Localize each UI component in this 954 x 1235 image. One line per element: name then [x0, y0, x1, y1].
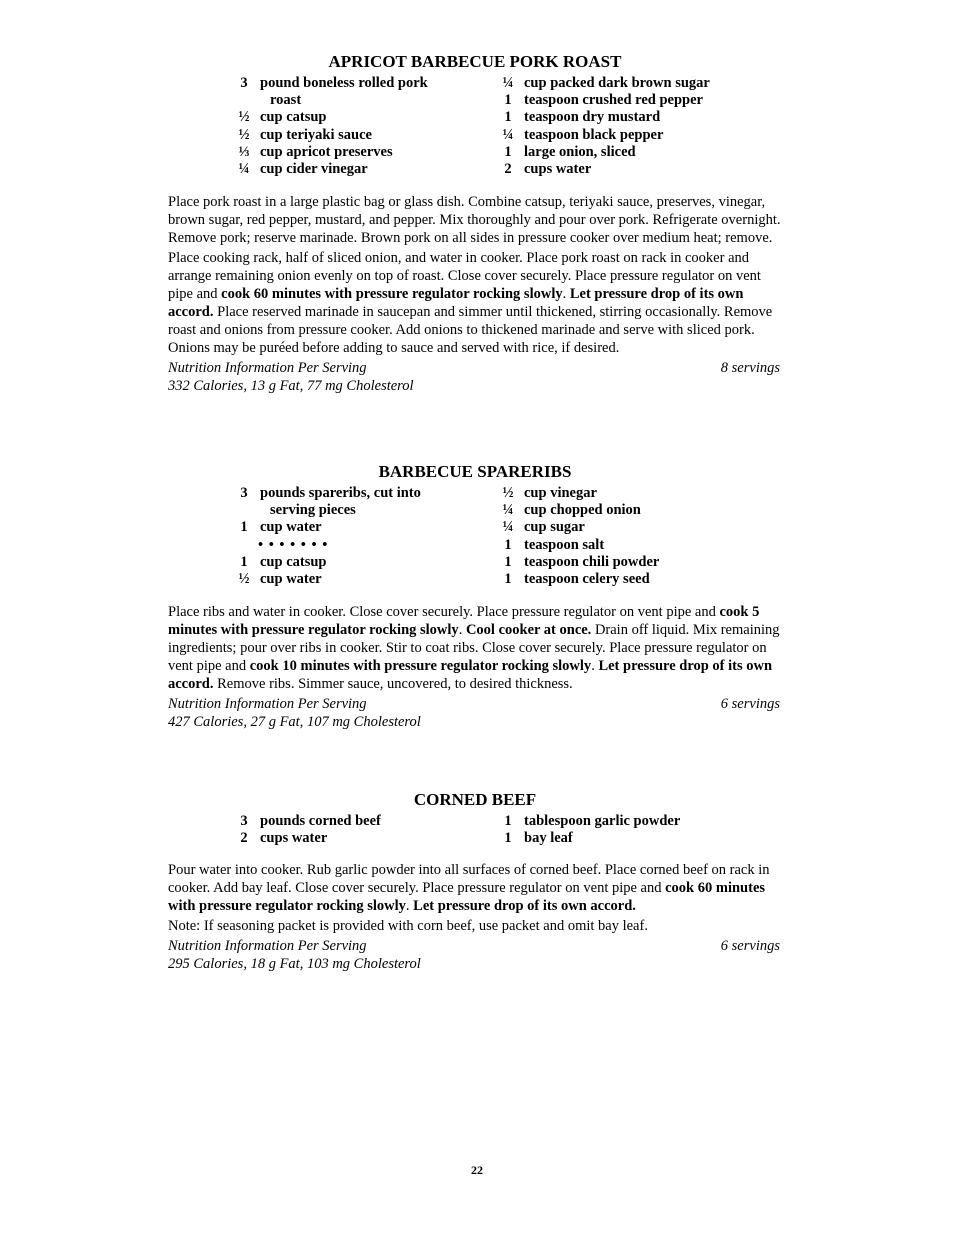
instruction-text: Place cooking rack, half of sliced onion, and water in cooker. Place pork roast on rack in cooker and arrange remaining onion evenly on top of roast. Close cover securely. Place pressure regulator on vent pipe and — [168, 250, 761, 302]
ingredient-name — [254, 75, 428, 109]
ingredient-name — [254, 144, 393, 161]
ingredient-name — [518, 519, 585, 536]
ingredient-quantity: 1 — [240, 553, 248, 570]
ingredient-item — [234, 161, 454, 178]
ingredient-item — [498, 813, 748, 830]
instruction-text: Place pork roast in a large plastic bag or glass dish. Combine catsup, teriyaki sauce, preserves, vinegar, brown sugar, red pepper, mustard, and pepper. Mix thoroughly and pour over pork. Refrigerate overnight. Remove pork; reserve marinade. Brown pork on all sides in pressure cooker over medium heat; remove. — [168, 194, 781, 246]
ingredient-quantity: ½ — [238, 126, 250, 143]
instruction-text: . — [591, 658, 599, 674]
nutrition-label: Nutrition Information Per Serving — [168, 696, 367, 712]
ingredient-item — [234, 109, 454, 126]
ingredient-name — [234, 537, 328, 554]
ingredient-text: pound boneless rolled pork — [260, 75, 428, 91]
ingredient-continuation: serving pieces — [270, 502, 356, 519]
ingredient-name — [254, 519, 322, 536]
ingredient-item — [498, 537, 748, 554]
recipe-title: APRICOT BARBECUE PORK ROAST — [328, 52, 622, 71]
ingredient-item — [498, 144, 748, 161]
ingredient-quantity: 1 — [504, 92, 512, 109]
ingredient-text: cups water — [524, 161, 592, 178]
ingredient-text: cup water — [260, 571, 322, 588]
ingredient-item — [498, 109, 748, 126]
direction-paragraph — [168, 193, 782, 247]
nutrition-info — [168, 359, 782, 395]
emphasized-instruction: Cool cooker at once. — [465, 622, 592, 638]
ingredient-item — [498, 554, 748, 571]
ingredients-left-column — [234, 75, 454, 178]
nutrition-label: Nutrition Information Per Serving — [168, 938, 367, 954]
ingredient-quantity: ¼ — [502, 75, 514, 91]
ingredient-quantity: 1 — [504, 571, 512, 588]
ingredient-text: cup catsup — [260, 109, 327, 126]
ingredient-quantity: 2 — [504, 161, 512, 178]
direction-paragraph — [168, 603, 782, 693]
ingredient-text: teaspoon salt — [524, 536, 605, 553]
ingredient-text: cup vinegar — [524, 485, 597, 501]
instruction-text: Pour water into cooker. Rub garlic powder into all surfaces of corned beef. Place corned beef on rack in cooker. Add bay leaf. Close cover securely. Place pressure regulator on vent pipe and — [168, 862, 770, 896]
ingredient-name — [518, 144, 636, 161]
instruction-text: Note: If seasoning packet is provided with corn beef, use packet and omit bay leaf. — [168, 918, 648, 934]
ingredient-name — [518, 75, 710, 92]
instruction-text: Place reserved marinade in saucepan and simmer until thickened, stirring occasionally. Remove roast and onions from pressure cooker. Add onions to thickened marinade and serve with sliced pork. Onions may be puréed before adding to sauce and served with rice, if desired. — [168, 304, 773, 356]
ingredient-name — [518, 537, 604, 554]
ingredient-name — [254, 830, 327, 847]
ingredient-name — [518, 571, 650, 588]
ingredient-name — [254, 485, 421, 519]
recipe-apricot-barbecue-pork-roast — [168, 52, 782, 395]
ingredient-text: cup cider vinegar — [260, 161, 368, 178]
ingredients-right-column — [498, 75, 748, 178]
directions — [168, 603, 782, 693]
ingredient-list — [168, 485, 782, 589]
servings: 8 servings — [720, 360, 780, 376]
emphasized-instruction: cook 60 minutes with pressure regulator rocking slowly — [221, 286, 563, 302]
ingredient-text: tablespoon garlic powder — [524, 813, 681, 829]
ingredient-item — [498, 830, 748, 847]
instruction-text: Drain off liquid. Mix remaining ingredients; pour over ribs in cooker. Stir to coat ribs. Close cover securely. Place pressure regulator on vent pipe and — [168, 622, 780, 674]
recipe-corned-beef — [168, 790, 782, 973]
nutrition-info — [168, 937, 782, 973]
ingredient-quantity: ½ — [502, 485, 514, 501]
servings: 6 servings — [720, 696, 780, 712]
ingredient-item — [234, 75, 454, 109]
servings: 6 servings — [720, 938, 780, 954]
emphasized-instruction: Let pressure drop of its own accord. — [413, 898, 636, 914]
page-number: 22 — [471, 1163, 483, 1177]
ingredient-item — [498, 161, 748, 178]
ingredient-item — [498, 485, 748, 502]
separator-dots — [234, 537, 454, 554]
ingredient-item — [498, 502, 748, 519]
directions — [168, 193, 782, 357]
ingredient-text: cup chopped onion — [524, 502, 641, 519]
ingredient-name — [518, 161, 591, 178]
ingredient-item — [234, 485, 454, 519]
ingredient-text: cup sugar — [524, 519, 585, 536]
nutrition-values: 427 Calories, 27 g Fat, 107 mg Cholesterol — [168, 714, 421, 730]
ingredient-text: teaspoon celery seed — [524, 571, 650, 588]
ingredient-item — [234, 144, 454, 161]
ingredient-quantity: ¼ — [502, 519, 514, 536]
ingredient-list — [168, 813, 782, 847]
ingredient-text: bay leaf — [524, 830, 573, 847]
ingredient-name — [518, 485, 597, 502]
instruction-text: . — [458, 622, 466, 638]
ingredient-text: teaspoon crushed red pepper — [524, 92, 703, 109]
nutrition-info — [168, 695, 782, 731]
recipe-title: CORNED BEEF — [413, 790, 537, 809]
ingredient-quantity: ¼ — [502, 126, 514, 143]
ingredient-quantity: 1 — [504, 536, 512, 553]
ingredient-name — [254, 571, 322, 588]
ingredient-quantity: 1 — [504, 109, 512, 126]
emphasized-instruction: cook 5 minutes with pressure regulator rocking slowly — [168, 604, 760, 638]
instruction-text: Remove ribs. Simmer sauce, uncovered, to desired thickness. — [213, 676, 573, 692]
ingredient-quantity: 3 — [240, 75, 248, 91]
instruction-text: . — [405, 898, 414, 914]
ingredient-text: teaspoon chili powder — [524, 553, 660, 570]
nutrition-label: Nutrition Information Per Serving — [168, 360, 367, 376]
ingredient-quantity: 2 — [240, 830, 248, 847]
ingredient-item — [234, 519, 454, 536]
ingredient-name — [518, 554, 659, 571]
emphasized-instruction: Let pressure drop of its own accord. — [168, 286, 744, 320]
ingredient-continuation: roast — [270, 92, 302, 109]
ingredient-item — [498, 127, 748, 144]
ingredient-item — [498, 92, 748, 109]
ingredient-item — [234, 813, 454, 830]
ingredient-quantity: 1 — [504, 830, 512, 847]
ingredients-right-column — [498, 485, 748, 588]
ingredient-quantity: ⅓ — [238, 143, 250, 160]
ingredient-text: pounds spareribs, cut into — [260, 485, 421, 501]
recipe-title: BARBECUE SPARERIBS — [378, 462, 572, 481]
ingredient-name — [254, 127, 372, 144]
ingredient-name — [518, 830, 573, 847]
nutrition-values: 332 Calories, 13 g Fat, 77 mg Cholesterol — [168, 378, 414, 394]
ingredient-name — [518, 109, 660, 126]
ingredient-name — [254, 109, 326, 126]
ingredient-name — [518, 813, 680, 830]
ingredient-name — [254, 554, 326, 571]
ingredient-name — [518, 92, 703, 109]
direction-paragraph — [168, 861, 782, 915]
ingredient-text: cup water — [260, 519, 322, 536]
ingredient-item — [234, 571, 454, 588]
ingredient-item — [234, 127, 454, 144]
ingredient-quantity: 1 — [504, 553, 512, 570]
ingredient-item — [234, 830, 454, 847]
ingredients-left-column — [234, 485, 454, 588]
instruction-text: . — [562, 286, 570, 302]
emphasized-instruction: cook 10 minutes with pressure regulator rocking slowly — [249, 658, 592, 674]
ingredient-item — [234, 554, 454, 571]
ingredient-quantity: ½ — [238, 109, 250, 126]
ingredient-quantity: 1 — [504, 143, 512, 160]
ingredient-text: large onion, sliced — [524, 143, 636, 160]
direction-paragraph — [168, 249, 782, 357]
ingredient-text: pounds corned beef — [260, 813, 381, 829]
ingredient-quantity: ¼ — [502, 502, 514, 519]
ingredient-text: teaspoon black pepper — [524, 126, 664, 143]
ingredient-list — [168, 75, 782, 179]
emphasized-instruction: cook 60 minutes with pressure regulator rocking slowly — [168, 880, 766, 914]
instruction-text: Place ribs and water in cooker. Close cover securely. Place pressure regulator on vent pipe and — [168, 604, 720, 620]
ingredient-name — [254, 161, 368, 178]
ingredients-right-column — [498, 813, 748, 847]
ingredient-text: cup apricot preserves — [260, 143, 393, 160]
ingredient-text: cup packed dark brown sugar — [524, 75, 710, 91]
nutrition-values: 295 Calories, 18 g Fat, 103 mg Cholesterol — [168, 956, 421, 972]
ingredient-item — [498, 519, 748, 536]
ingredient-item — [498, 75, 748, 92]
ingredient-quantity: 3 — [240, 813, 248, 829]
ingredient-text: cup catsup — [260, 553, 327, 570]
ingredient-quantity: ½ — [238, 571, 250, 588]
recipe-barbecue-spareribs — [168, 462, 782, 731]
direction-paragraph — [168, 917, 782, 935]
ingredient-text: • • • • • • • — [258, 536, 329, 553]
ingredient-text: teaspoon dry mustard — [524, 109, 661, 126]
ingredient-quantity: 3 — [240, 485, 248, 501]
ingredient-text: cup teriyaki sauce — [260, 126, 372, 143]
ingredient-item — [498, 571, 748, 588]
emphasized-instruction: Let pressure drop of its own accord. — [168, 658, 773, 692]
ingredient-name — [254, 813, 381, 830]
ingredient-name — [518, 502, 641, 519]
directions — [168, 861, 782, 935]
ingredient-quantity: 1 — [240, 519, 248, 536]
ingredient-quantity: ¼ — [238, 161, 250, 178]
ingredient-name — [518, 127, 663, 144]
ingredient-text: cups water — [260, 830, 328, 847]
ingredients-left-column — [234, 813, 454, 847]
ingredient-quantity: 1 — [504, 813, 512, 829]
